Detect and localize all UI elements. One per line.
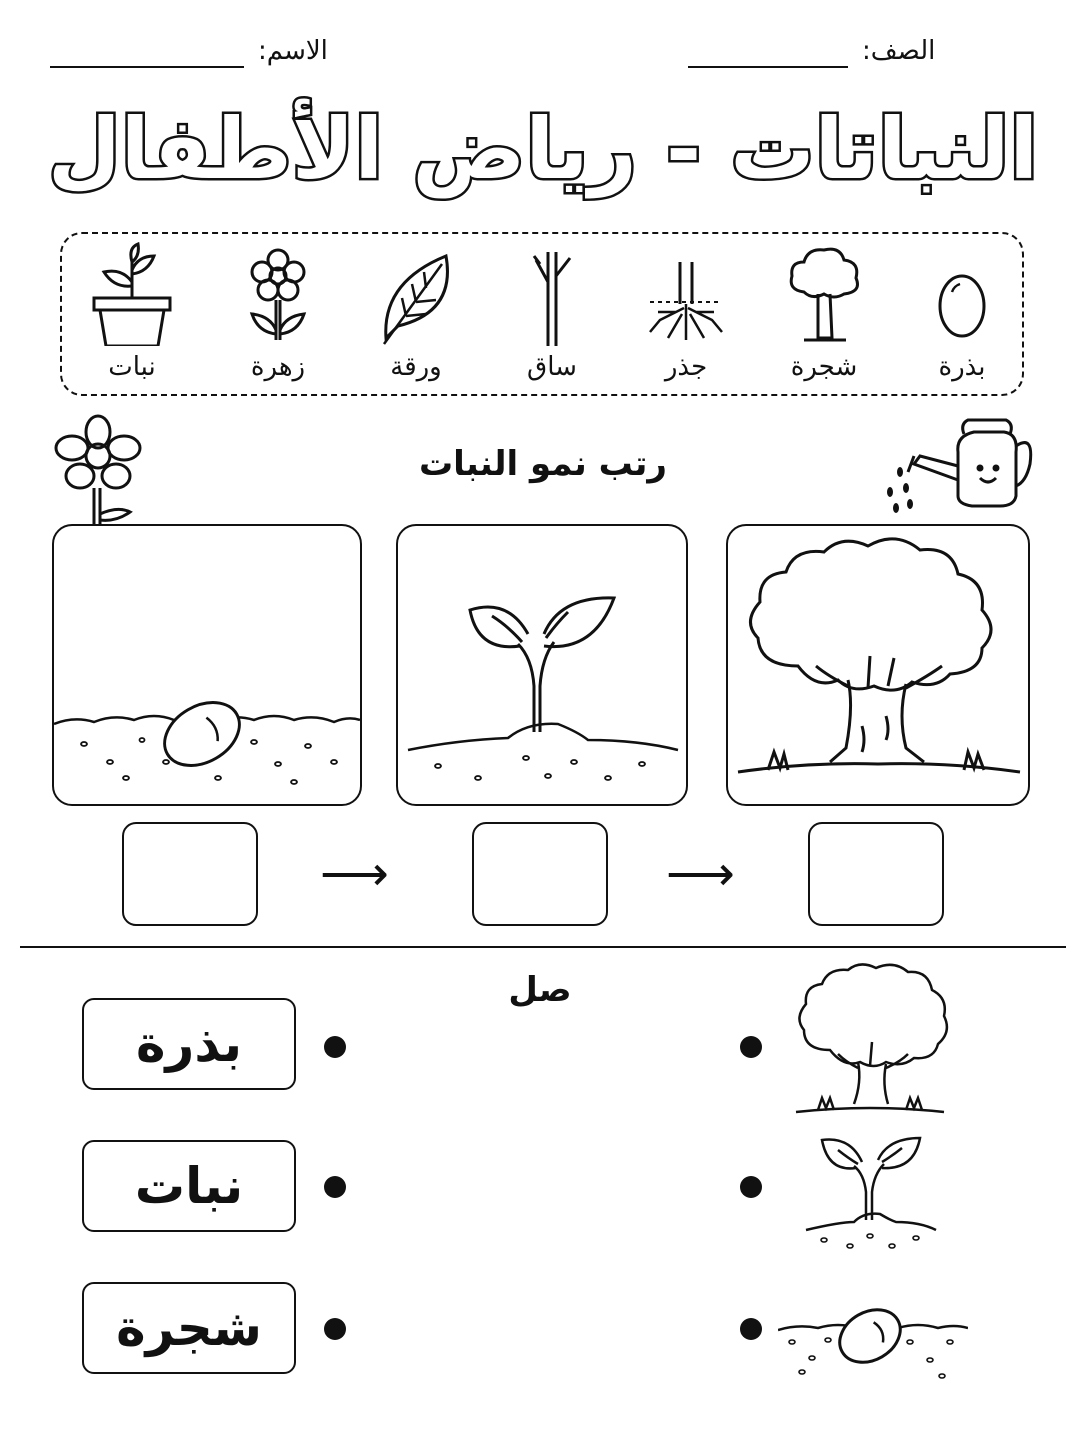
arrow-2: ⟶ [666,846,735,902]
matching-title: صل [508,970,572,1010]
vocab-label: شجرة [790,352,858,382]
class-answer-line[interactable] [688,66,848,68]
seed-icon [922,242,1002,342]
sequence-title: رتب نمو النبات [419,444,667,484]
leaf-icon [376,242,456,346]
vocab-label: ورقة [390,352,442,382]
match-dot-left-1[interactable] [324,1036,346,1058]
match-dot-left-3[interactable] [324,1318,346,1340]
name-answer-line[interactable] [50,66,244,68]
stem-icon [512,242,592,346]
word-box-plant: نبات [82,1140,296,1232]
vocabulary-strip [60,232,1024,396]
class-label: الصف: [862,36,936,66]
match-seed-icon [778,1292,968,1388]
page-title: النباتات - رياض الأطفال [47,100,1039,198]
section-divider [20,946,1066,948]
match-dot-right-1[interactable] [740,1036,762,1058]
sprout-icon [398,526,686,804]
vocab-label: نبات [108,352,156,382]
vocab-label: زهرة [250,352,306,382]
answer-box-1[interactable] [122,822,258,926]
big-tree-icon [728,526,1028,804]
panel-sprout [396,524,688,806]
seed-in-soil-icon [54,526,360,804]
match-tree-icon [790,958,950,1118]
tree-icon [784,242,864,346]
flower-icon [238,242,318,346]
word-box-tree: شجرة [82,1282,296,1374]
root-icon [646,242,726,346]
vocab-item-tree [764,234,884,394]
vocab-item-seed [902,234,1022,394]
vocab-label: ساق [527,352,577,382]
vocab-item-root [626,234,746,394]
match-dot-right-2[interactable] [740,1176,762,1198]
match-dot-left-2[interactable] [324,1176,346,1198]
vocab-item-potted-plant [72,234,192,394]
match-sprout-icon [800,1134,940,1254]
vocab-item-flower [218,234,338,394]
panel-tree [726,524,1030,806]
potted-plant-icon [92,242,172,346]
flower-decoration-icon [54,414,150,526]
answer-box-3[interactable] [808,822,944,926]
vocab-item-stem [492,234,612,394]
match-dot-right-3[interactable] [740,1318,762,1340]
vocab-item-leaf [356,234,476,394]
panel-seed [52,524,362,806]
vocab-label: بذرة [938,352,986,382]
arrow-1: ⟶ [320,846,389,902]
name-label: الاسم: [258,36,328,66]
watering-can-icon [884,416,1040,518]
answer-box-2[interactable] [472,822,608,926]
word-box-seed: بذرة [82,998,296,1090]
vocab-label: جذر [664,352,708,382]
